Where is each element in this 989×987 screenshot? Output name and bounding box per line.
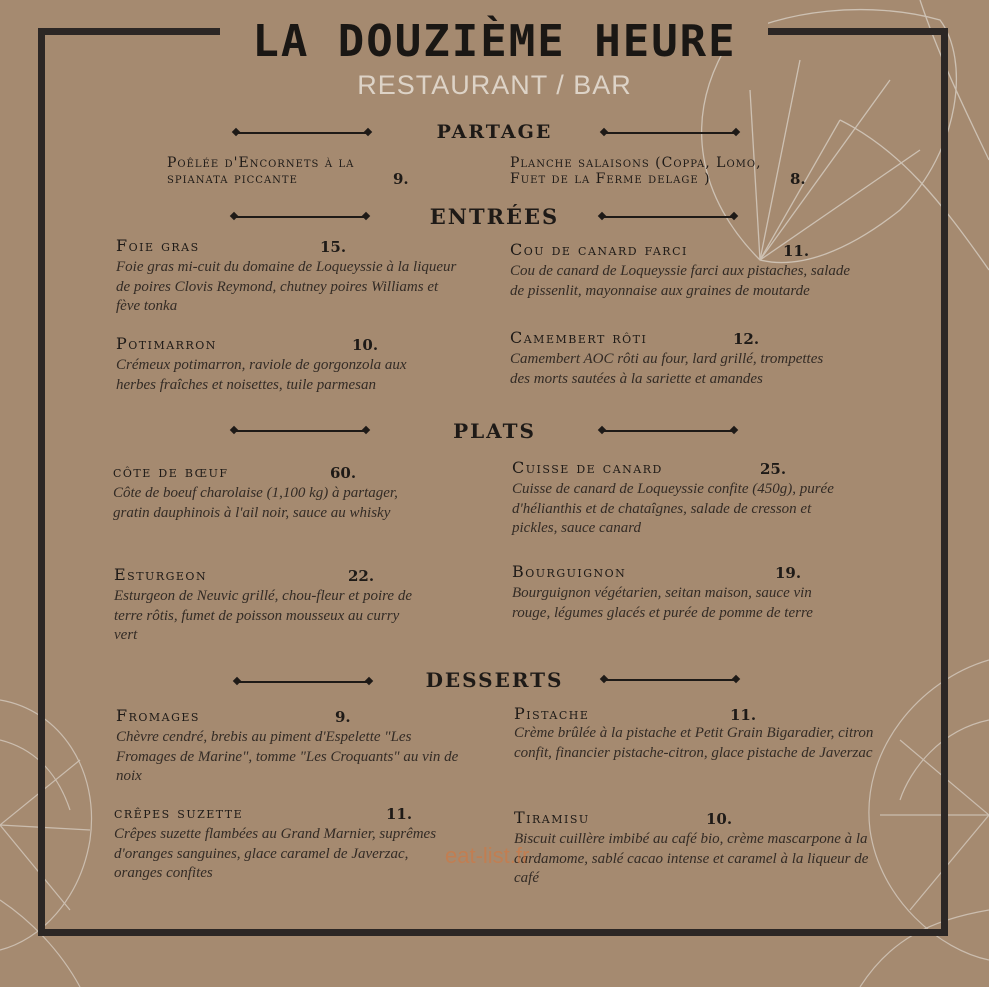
item-name: Cou de canard farci [510,240,688,259]
item-name: Pistache [514,704,590,723]
item-description: Esturgeon de Neuvic grillé, chou-fleur et poire de terre rôtis, fumet de poisson mousseux au curry vert [114,588,412,643]
restaurant-name: LA DOUZIÈME HEURE [252,16,737,67]
item-description: Côte de boeuf charolaise (1,100 kg) à partager, gratin dauphinois à l'ail noir, sauce au whisky [113,485,398,521]
item-price: 25. [760,460,787,478]
section-heading-plats: PLATS [0,419,989,443]
menu-item-cote-de-boeuf [113,462,413,523]
item-price: 11. [730,706,757,724]
watermark: eat-list.fr [445,843,530,868]
menu-item-tiramisu [514,808,879,889]
item-name: Bourguignon [512,562,627,581]
item-name: Camembert rôti [510,328,648,347]
item-name: Foie gras [116,236,200,255]
item-price: 10. [706,810,733,828]
item-name: Potimarron [116,334,217,353]
item-description: Chèvre cendré, brebis au piment d'Espelette "Les Fromages de Marine", tomme "Les Croquants" au vin de noix [116,729,459,784]
item-name-line2: spianata piccante [167,171,298,187]
menu-item-cuisse-de-canard [512,458,842,539]
item-price: 12. [733,330,760,348]
item-name: Esturgeon [114,565,208,584]
item-name: Planche salaisons (Coppa, Lomo, [510,155,762,171]
item-price: 11. [783,242,810,260]
item-name: côte de bœuf [113,462,229,481]
menu-item-potimarron [116,334,426,395]
item-description: Crème brûlée à la pistache et Petit Grain Bigaradier, citron confit, financier pistache-citron, glace pistache de Javerzac [514,725,874,761]
item-description: Cuisse de canard de Loqueyssie confite (450g), purée d'hélianthis et de chataîgnes, salade de cresson et pickles, sauce canard [512,481,834,536]
item-name-line2: Fuet de la Ferme delage ) [510,171,711,187]
section-heading-entrees: ENTRÉES [0,204,989,229]
item-name: Cuisse de canard [512,458,663,477]
item-price: 19. [775,564,802,582]
item-description: Crêpes suzette flambées au Grand Marnier, suprêmes d'oranges sanguines, glace caramel de Javerzac, oranges confites [114,826,437,881]
item-description: Biscuit cuillère imbibé au café bio, crème mascarpone à la cardamome, sablé cacao intense et caramel à la liqueur de café [514,831,869,886]
section-heading-desserts: DESSERTS [0,668,989,692]
item-description: Cou de canard de Loqueyssie farci aux pistaches, salade de pissenlit, mayonnaise aux graines de moutarde [510,263,851,299]
item-description: Bourguignon végétarien, seitan maison, sauce vin rouge, légumes glacés et purée de pomme de terre [512,585,813,621]
item-name: crêpes suzette [114,803,244,822]
restaurant-subtitle: RESTAURANT / BAR [357,70,632,100]
item-description: Foie gras mi-cuit du domaine de Loqueyssie à la liqueur de poires Clovis Reymond, chutney poires Williams et fève tonka [116,259,457,314]
item-price: 60. [330,464,357,482]
menu-item-camembert [510,328,830,389]
menu-item-fromages [116,706,461,787]
item-name: Tiramisu [514,808,590,827]
section-heading-partage: PARTAGE [0,121,989,143]
item-price: 22. [348,567,375,585]
item-name: Fromages [116,706,200,725]
item-description: Camembert AOC rôti au four, lard grillé, trompettes des morts sautées à la sariette et amandes [510,351,824,387]
item-price: 10. [352,336,379,354]
item-price: 9. [335,708,351,726]
item-price: 8. [790,170,806,188]
menu-item-pistache [514,704,889,763]
item-price: 11. [386,805,413,823]
item-description: Crémeux potimarron, raviole de gorgonzola aux herbes fraîches et noisettes, tuile parmesan [116,357,407,393]
item-price: 15. [320,238,347,256]
item-price: 9. [393,170,409,188]
menu-item-foie-gras [116,236,461,317]
item-name: Poêlée d'Encornets à la [167,155,355,171]
